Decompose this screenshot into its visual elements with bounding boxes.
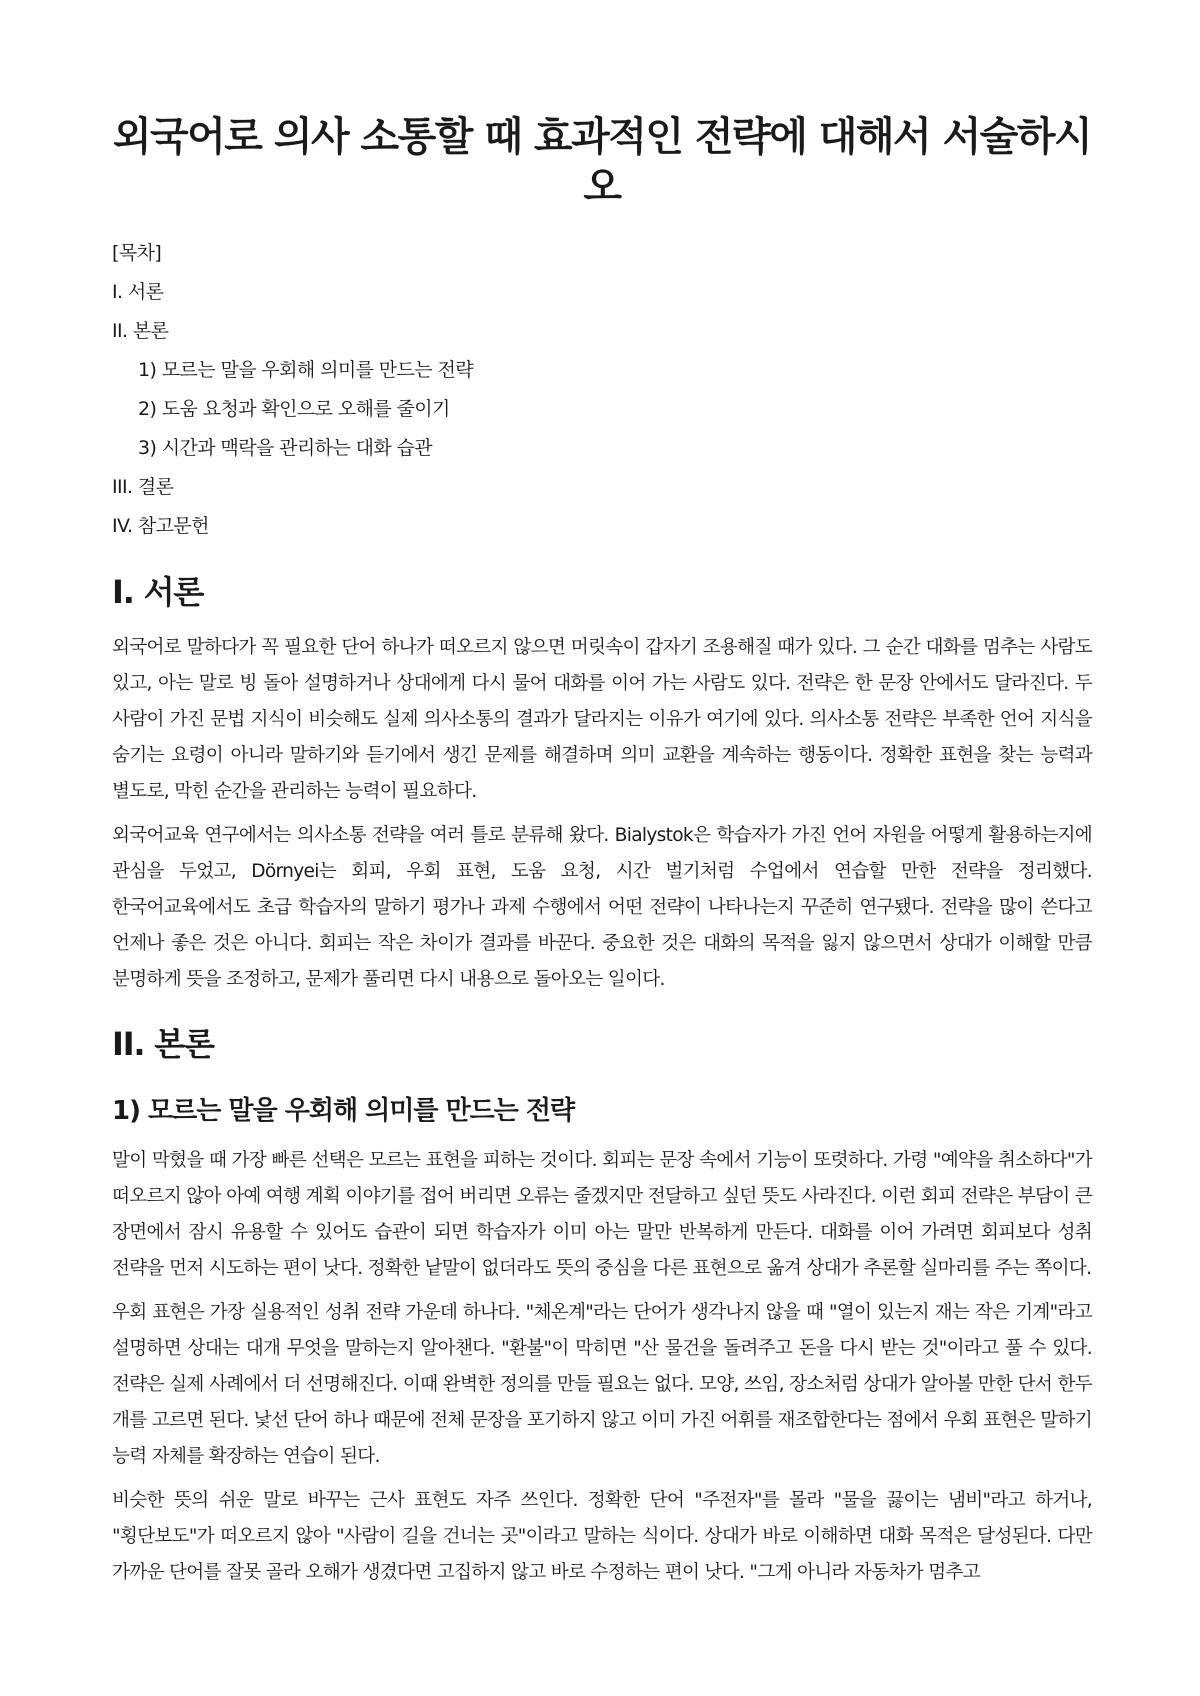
toc-item-body-3: 3) 시간과 맥락을 관리하는 대화 습관 <box>138 437 433 459</box>
intro-paragraph-2: 외국어교육 연구에서는 의사소통 전략을 여러 틀로 분류해 왔다. Bialystok은 학습자가 가진 언어 자원을 어떻게 활용하는지에 관심을 두었고, Dörnyei는 회피, 우회 표현, 도움 요청, 시간 벌기처럼 수업에서 연습할 만한 전략을 정리했다. 한국어교육에서도 초급 학습자의 말하기 평가나 과제 수행에서 어떤 전략이 나타나는지 꾸준히 연구됐다. 전략을 많이 쓴다고 언제나 좋은 것은 아니다. 회피는 작은 차이가 결과를 바꾼다. 중요한 것은 대화의 목적을 잃지 않으면서 상대가 이해할 만큼 분명하게 뜻을 조정하고, 문제가 풀리면 다시 내용으로 돌아오는 일이다. <box>112 824 1092 990</box>
body-paragraph-1: 말이 막혔을 때 가장 빠른 선택은 모르는 표현을 피하는 것이다. 회피는 문장 속에서 기능이 또렷하다. 가령 "예약을 취소하다"가 떠오르지 않아 아예 여행 계획 이야기를 접어 버리면 오류는 줄겠지만 전달하고 싶던 뜻도 사라진다. 이런 회피 전략은 부담이 큰 장면에서 잠시 유용할 수 있어도 습관이 되면 학습자가 이미 아는 말만 반복하게 만든다. 대화를 이어 가려면 회피보다 성취 전략을 먼저 시도하는 편이 낫다. 정확한 낱말이 없더라도 뜻의 중심을 다른 표현으로 옮겨 상대가 추론할 실마리를 주는 쪽이다. <box>112 1149 1092 1279</box>
toc-heading: [목차] <box>112 242 162 264</box>
toc-item-references: IV. 참고문헌 <box>112 515 209 537</box>
body-paragraph-2: 우회 표현은 가장 실용적인 성취 전략 가운데 하나다. "체온계"라는 단어가 생각나지 않을 때 "열이 있는지 재는 작은 기계"라고 설명하면 상대는 대개 무엇을 말하는지 알아챈다. "환불"이 막히면 "산 물건을 돌려주고 돈을 다시 받는 것"이라고 풀 수 있다. 전략은 실제 사례에서 더 선명해진다. 이때 완벽한 정의를 만들 필요는 없다. 모양, 쓰임, 장소처럼 상대가 알아볼 만한 단서 한두 개를 고르면 된다. 낯선 단어 하나 때문에 전체 문장을 포기하지 않고 이미 가진 어휘를 재조합한다는 점에서 우회 표현은 말하기 능력 자체를 확장하는 연습이 된다. <box>112 1301 1092 1467</box>
intro-paragraph-1: 외국어로 말하다가 꼭 필요한 단어 하나가 떠오르지 않으면 머릿속이 갑자기 조용해질 때가 있다. 그 순간 대화를 멈추는 사람도 있고, 아는 말로 빙 돌아 설명하거나 상대에게 다시 물어 대화를 이어 가는 사람도 있다. 전략은 한 문장 안에서도 달라진다. 두 사람이 가진 문법 지식이 비슷해도 실제 의사소통의 결과가 달라지는 이유가 여기에 있다. 의사소통 전략은 부족한 언어 지식을 숨기는 요령이 아니라 말하기와 듣기에서 생긴 문제를 해결하며 의미 교환을 계속하는 행동이다. 정확한 표현을 찾는 능력과 별도로, 막힌 순간을 관리하는 능력이 필요하다. <box>112 636 1092 802</box>
document-title: 외국어로 의사 소통할 때 효과적인 전략에 대해서 서술하시오 <box>112 114 1092 210</box>
toc-item-body: II. 본론 <box>112 320 169 342</box>
section-heading-body: II. 본론 <box>112 1024 214 1063</box>
toc-item-conclusion: III. 결론 <box>112 476 174 498</box>
table-of-contents <box>112 234 1092 546</box>
subsection-heading-1: 1) 모르는 말을 우회해 의미를 만드는 전략 <box>112 1096 575 1127</box>
toc-item-body-1: 1) 모르는 말을 우회해 의미를 만드는 전략 <box>138 359 474 381</box>
body-paragraph-3: 비슷한 뜻의 쉬운 말로 바꾸는 근사 표현도 자주 쓰인다. 정확한 단어 "주전자"를 몰라 "물을 끓이는 냄비"라고 하거나, "횡단보도"가 떠오르지 않아 "사람이 길을 건너는 곳"이라고 말하는 식이다. 상대가 바로 이해하면 대화 목적은 달성된다. 다만 가까운 단어를 잘못 골라 오해가 생겼다면 고집하지 않고 바로 수정하는 편이 낫다. "그게 아니라 자동차가 멈추고 <box>112 1489 1092 1583</box>
section-heading-introduction: I. 서론 <box>112 573 204 611</box>
toc-item-introduction: I. 서론 <box>112 281 164 303</box>
toc-item-body-2: 2) 도움 요청과 확인으로 오해를 줄이기 <box>138 398 450 420</box>
